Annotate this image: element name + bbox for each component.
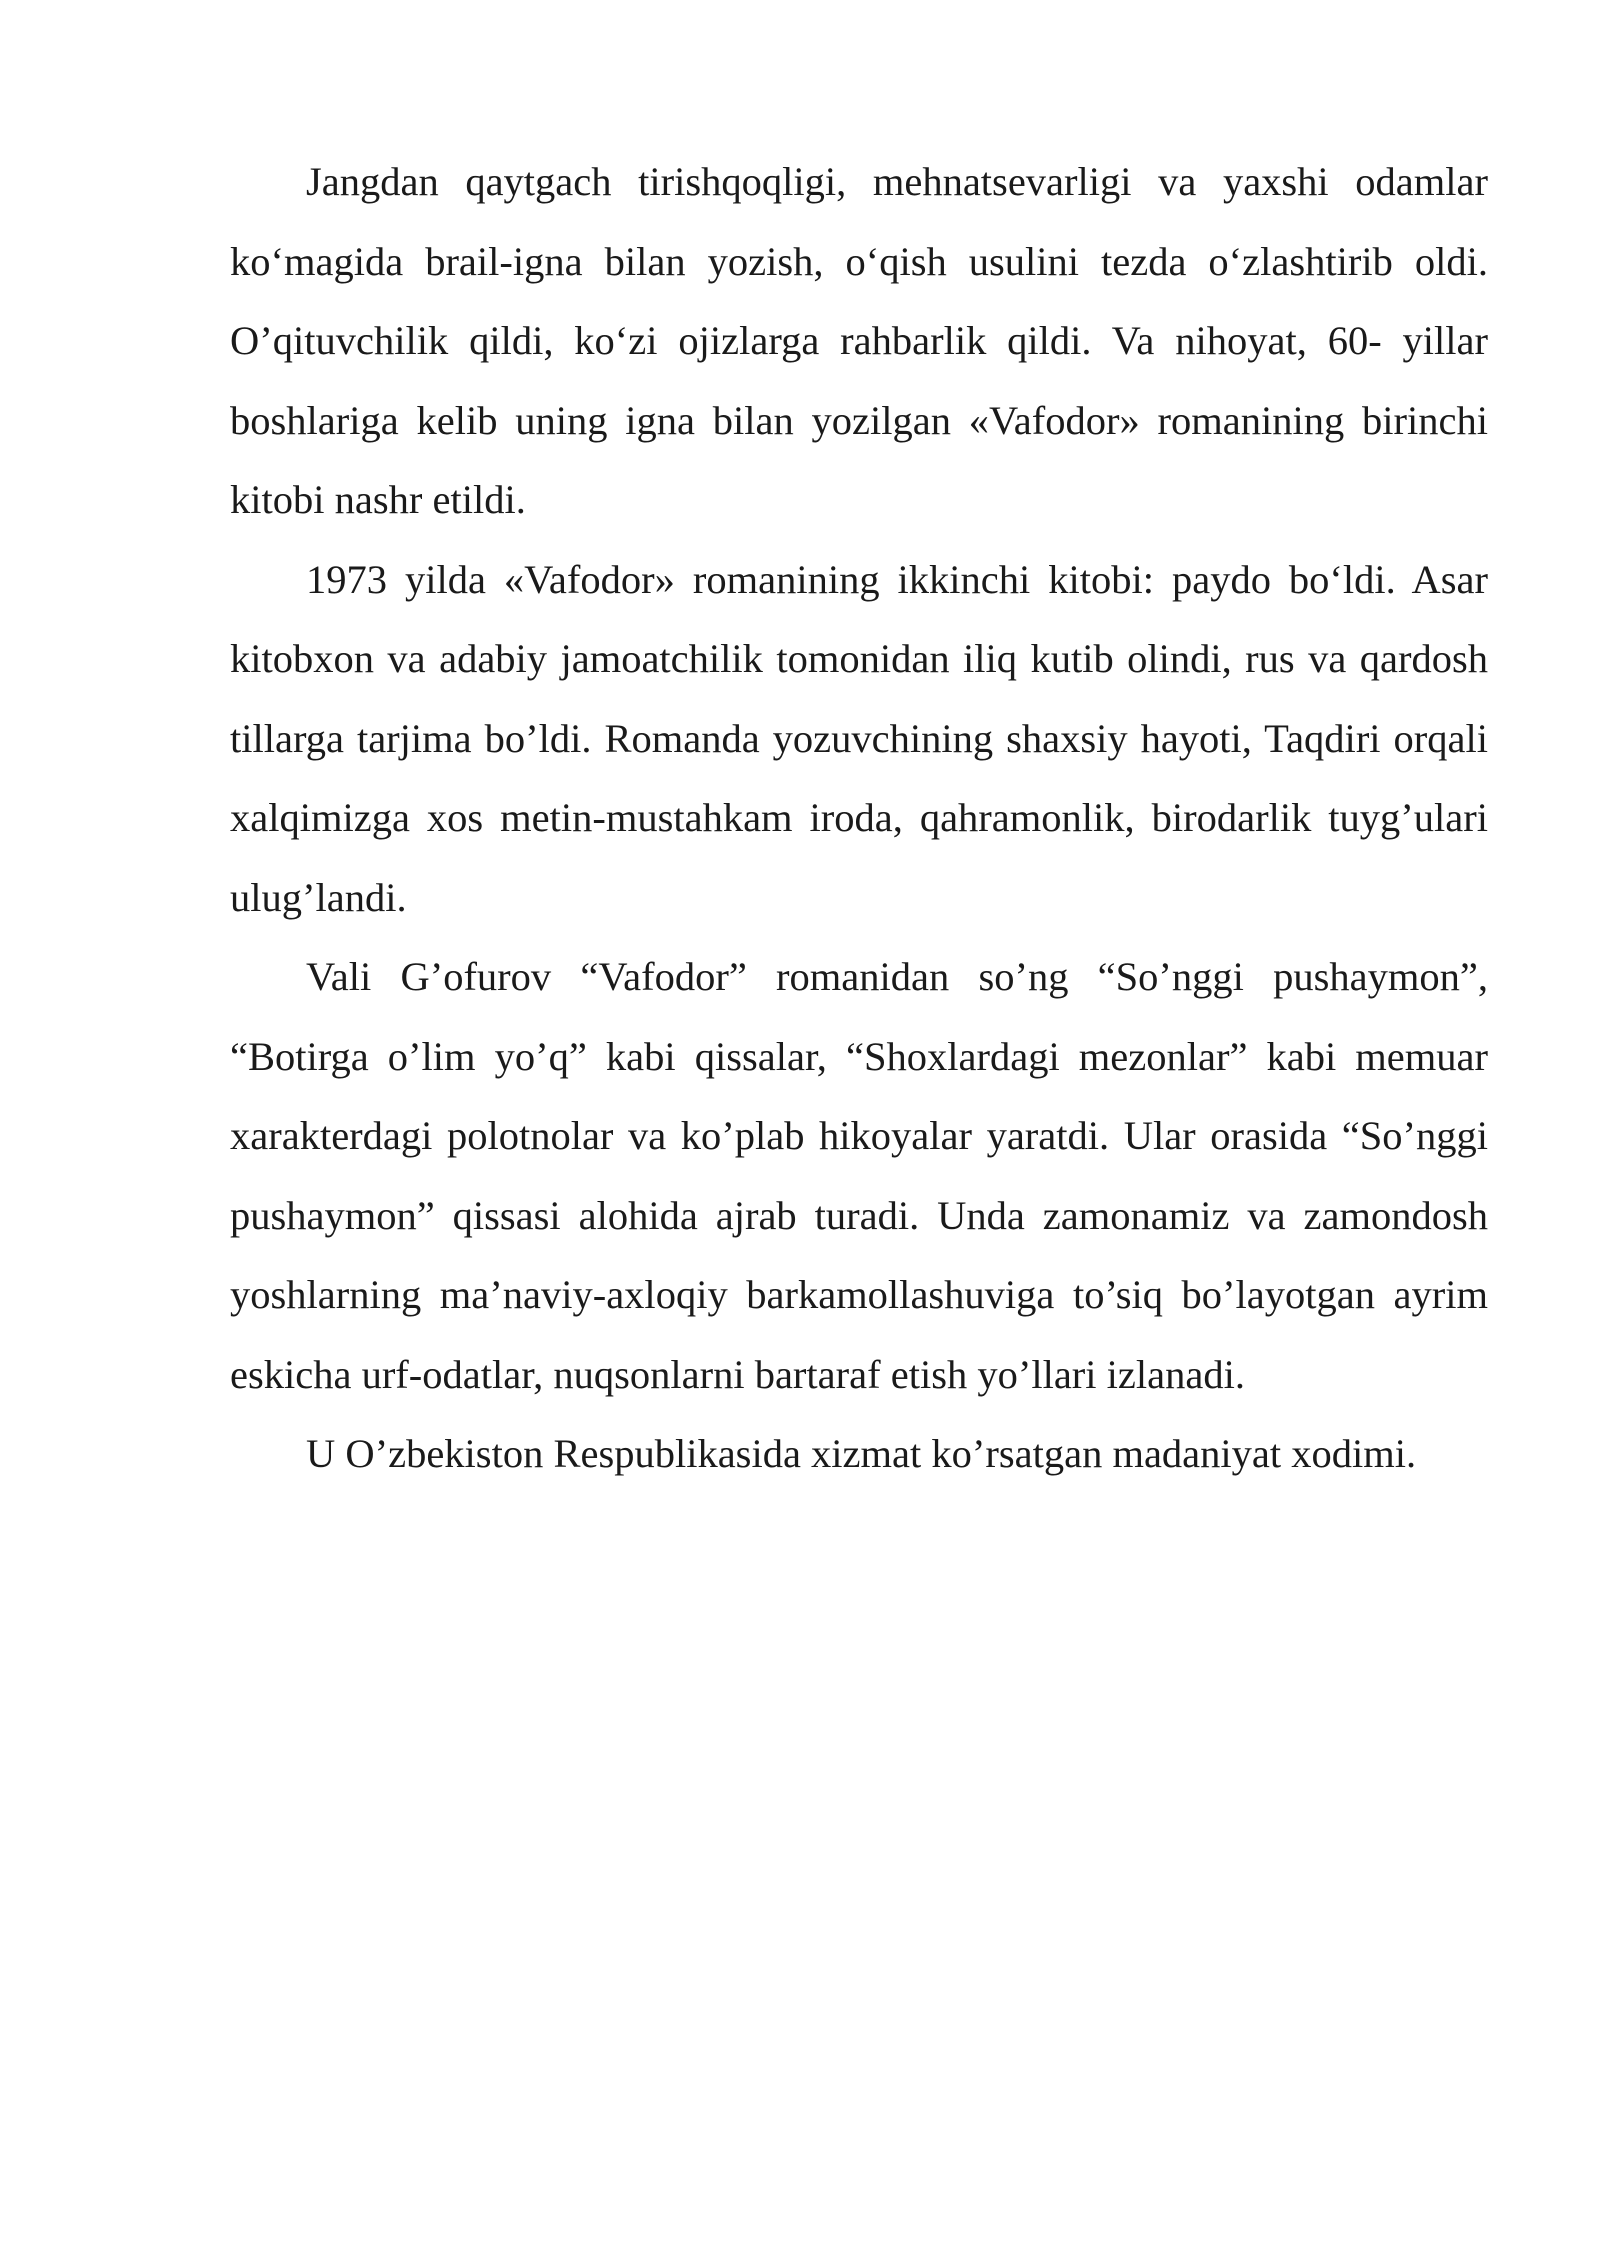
- body-text: [230, 142, 1488, 1494]
- paragraph-2: 1973 yilda «Vafodor» romanining ikkinchi kitobi: paydo bo‘ldi. Asar kitobxon va adabiy jamoatchilik tomonidan iliq kutib olindi, rus va qardosh tillarga tarjima bo’ldi. Romanda yozuvchining shaxsiy hayoti, Taqdiri orqali xalqimizga xos metin-mustahkam iroda, qahramonlik, birodarlik tuyg’ulari ulug’landi.: [230, 556, 1488, 920]
- paragraph-4: U O’zbekiston Respublikasida xizmat ko’rsatgan madaniyat xodimi.: [306, 1431, 1417, 1476]
- paragraph-3: Vali G’ofurov “Vafodor” romanidan so’ng “So’nggi pushaymon”, “Botirga o’lim yo’q” kabi qissalar, “Shoxlardagi mezonlar” kabi memuar xarakterdagi polotnolar va ko’plab hikoyalar yaratdi. Ular orasida “So’nggi pushaymon” qissasi alohida ajrab turadi. Unda zamonamiz va zamondosh yoshlarning ma’naviy-axloqiy barkamollashuviga to’siq bo’layotgan ayrim eskicha urf-odatlar, nuqsonlarni bartaraf etish yo’llari izlanadi.: [230, 954, 1488, 1397]
- paragraph-1: Jangdan qaytgach tirishqoqligi, mehnatsevarligi va yaxshi odamlar ko‘magida brail-igna bilan yozish, o‘qish usulini tezda o‘zlashtirib oldi. O’qituvchilik qildi, ko‘zi ojizlarga rahbarlik qildi. Va nihoyat, 60- yillar boshlariga kelib uning igna bilan yozilgan «Vafodor» romanining birinchi kitobi nashr etildi.: [230, 159, 1488, 522]
